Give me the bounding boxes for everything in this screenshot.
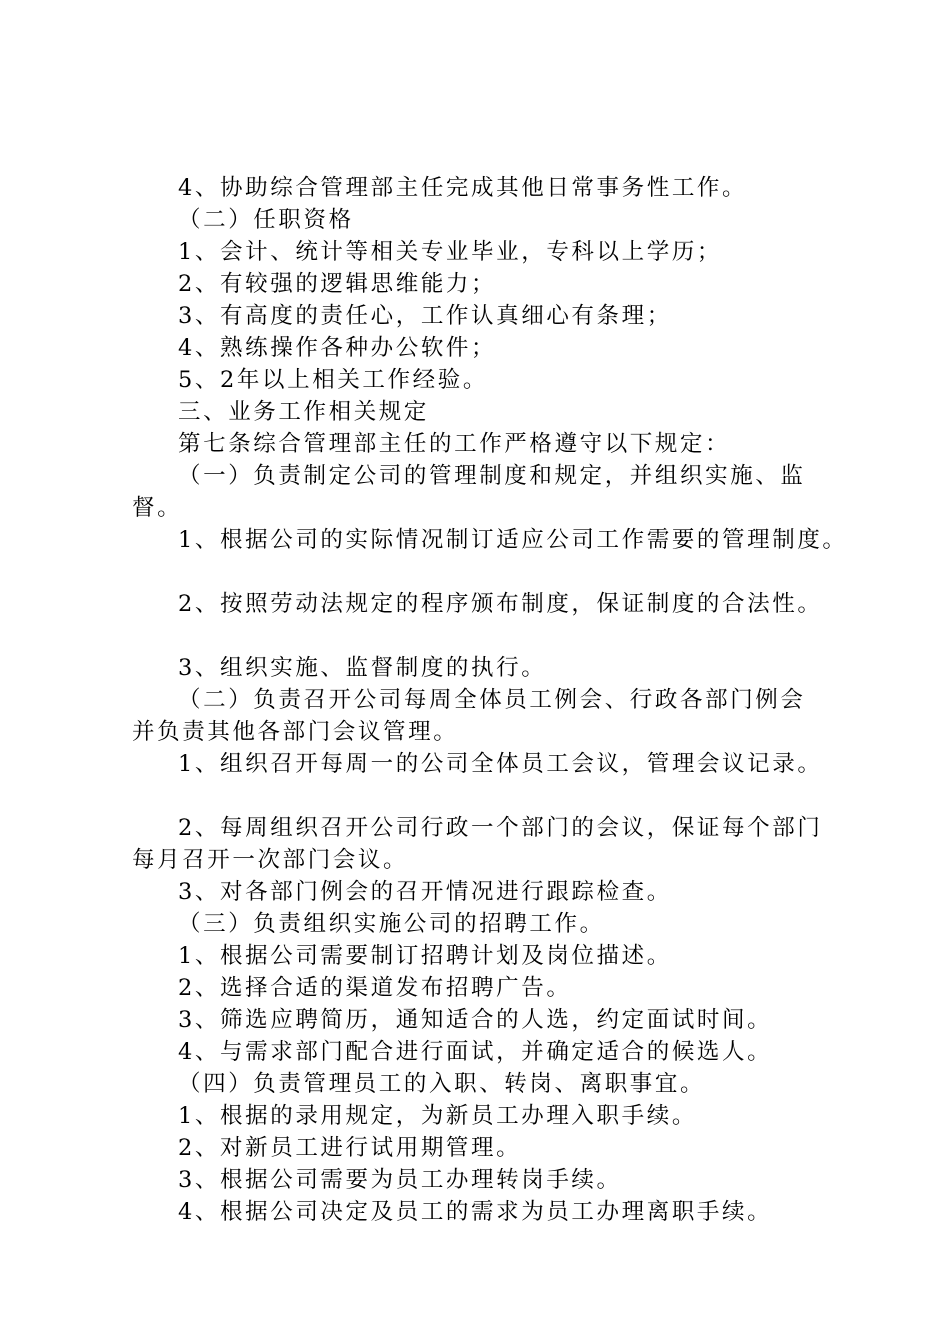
paragraph-line: 3、组织实施、监督制度的执行。 [178,655,547,681]
paragraph-line: 2、按照劳动法规定的程序颁布制度，保证制度的合法性。 [178,591,823,617]
paragraph-line: 1、会计、统计等相关专业毕业，专科以上学历； [178,239,723,265]
paragraph-line: 4、与需求部门配合进行面试，并确定适合的候选人。 [178,1039,773,1065]
paragraph-line: 3、根据公司需要为员工办理转岗手续。 [178,1167,622,1193]
paragraph-line: 每月召开一次部门会议。 [132,847,409,873]
document-body [132,172,852,1228]
section-heading: （一）负责制定公司的管理制度和规定，并组织实施、监 [178,463,806,489]
section-heading: （二）负责召开公司每周全体员工例会、行政各部门例会 [178,687,806,713]
paragraph-line: 4、根据公司决定及员工的需求为员工办理离职手续。 [178,1199,773,1225]
section-heading: 三、业务工作相关规定 [178,399,430,425]
paragraph-line: 第七条综合管理部主任的工作严格遵守以下规定： [178,431,731,457]
paragraph-line: 2、对新员工进行试用期管理。 [178,1135,522,1161]
paragraph-line: 3、有高度的责任心，工作认真细心有条理； [178,303,672,329]
paragraph-line: 4、协助综合管理部主任完成其他日常事务性工作。 [178,175,748,201]
blank-line [132,556,852,588]
section-heading: （四）负责管理员工的入职、转岗、离职事宜。 [178,1071,706,1097]
paragraph-line: 3、筛选应聘简历，通知适合的人选，约定面试时间。 [178,1007,773,1033]
paragraph-line: 1、根据公司需要制订招聘计划及岗位描述。 [178,943,672,969]
paragraph-line: 3、对各部门例会的召开情况进行跟踪检查。 [178,879,672,905]
paragraph-line: 5、2年以上相关工作经验。 [178,367,488,393]
paragraph-line: 并负责其他各部门会议管理。 [132,719,459,745]
paragraph-line: 督。 [132,495,183,521]
section-heading: （三）负责组织实施公司的招聘工作。 [178,911,605,937]
paragraph-line: 2、选择合适的渠道发布招聘广告。 [178,975,572,1001]
paragraph-line: 2、每周组织召开公司行政一个部门的会议，保证每个部门 [178,815,823,841]
blank-line [132,780,852,812]
paragraph-line: 1、根据公司的实际情况制订适应公司工作需要的管理制度。 [178,527,848,553]
blank-line [132,620,852,652]
paragraph-line: 4、熟练操作各种办公软件； [178,335,497,361]
section-heading: （二）任职资格 [178,207,354,233]
paragraph-line: 1、组织召开每周一的公司全体员工会议，管理会议记录。 [178,751,823,777]
paragraph-line: 1、根据的录用规定，为新员工办理入职手续。 [178,1103,697,1129]
paragraph-line: 2、有较强的逻辑思维能力； [178,271,497,297]
